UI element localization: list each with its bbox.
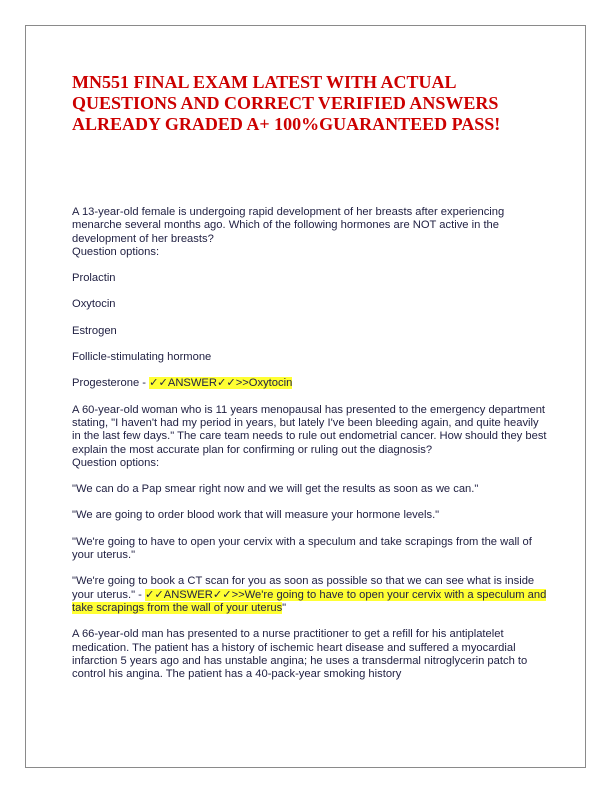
answer-marker: ✓✓ANSWER✓✓>> [145, 588, 245, 601]
question-2-option-2: "We are going to order blood work that will measure your hormone levels." [72, 509, 440, 522]
answer-marker: ✓✓ANSWER✓✓>> [149, 377, 249, 390]
answer-separator: - [135, 588, 145, 601]
question-1-option-3: Estrogen [72, 324, 117, 337]
question-2-option-4: "We're going to book a CT scan for you as soon as possible so that we can see what is inside your uterus." [72, 575, 535, 601]
question-2-stem: A 60-year-old woman who is 11 years menopausal has presented to the emergency department stating, "I haven't had my period in years, but lately I've been bleeding again, and quite heavily in the last few days." The care team needs to rule out endometrial cancer. How should they best explain the most accurate plan for confirming or ruling out the diagnosis? [72, 403, 547, 456]
document-body [72, 206, 547, 694]
question-1-answer-highlight [149, 377, 292, 389]
document-title: MN551 FINAL EXAM LATEST WITH ACTUAL QUESTIONS AND CORRECT VERIFIED ANSWERS ALREADY GRADED A+ 100%GUARANTEED PASS! [72, 72, 501, 134]
question-2-answer: We're going to have to open your cervix with a speculum and take scrapings from the wall of your uterus [72, 588, 547, 614]
question-3 [72, 628, 547, 681]
question-1-options-label: Question options: [72, 245, 160, 258]
question-2-options-label: Question options: [72, 456, 160, 469]
question-1 [72, 206, 547, 259]
question-3-stem: A 66-year-old man has presented to a nurse practitioner to get a refill for his antiplatelet medication. The patient has a history of ischemic heart disease and suffered a myocardial infarction 5 years ago and has unstable angina; he uses a transdermal nitroglycerin patch to control his angina. The patient has a 40-pack-year smoking history [72, 628, 528, 681]
question-2-option-1: "We can do a Pap smear right now and we will get the results as soon as we can." [72, 483, 479, 496]
answer-separator: - [139, 377, 150, 390]
question-2-answer-tail: " [282, 601, 287, 614]
question-1-answer: Oxytocin [248, 377, 293, 390]
question-1-option-1: Prolactin [72, 272, 116, 285]
question-1-option-2: Oxytocin [72, 298, 116, 311]
question-1-option-4: Follicle-stimulating hormone [72, 351, 212, 364]
question-2-option-3: "We're going to have to open your cervix with a speculum and take scrapings from the wall of your uterus." [72, 535, 532, 562]
question-1-option-5: Progesterone [72, 377, 140, 390]
question-1-stem: A 13-year-old female is undergoing rapid development of her breasts after experiencing menarche several months ago. Which of the following hormones are NOT active in the development of her breasts? [72, 206, 505, 245]
question-2-answer-line [72, 575, 547, 615]
question-2 [72, 404, 547, 470]
question-1-answer-line [72, 377, 547, 390]
